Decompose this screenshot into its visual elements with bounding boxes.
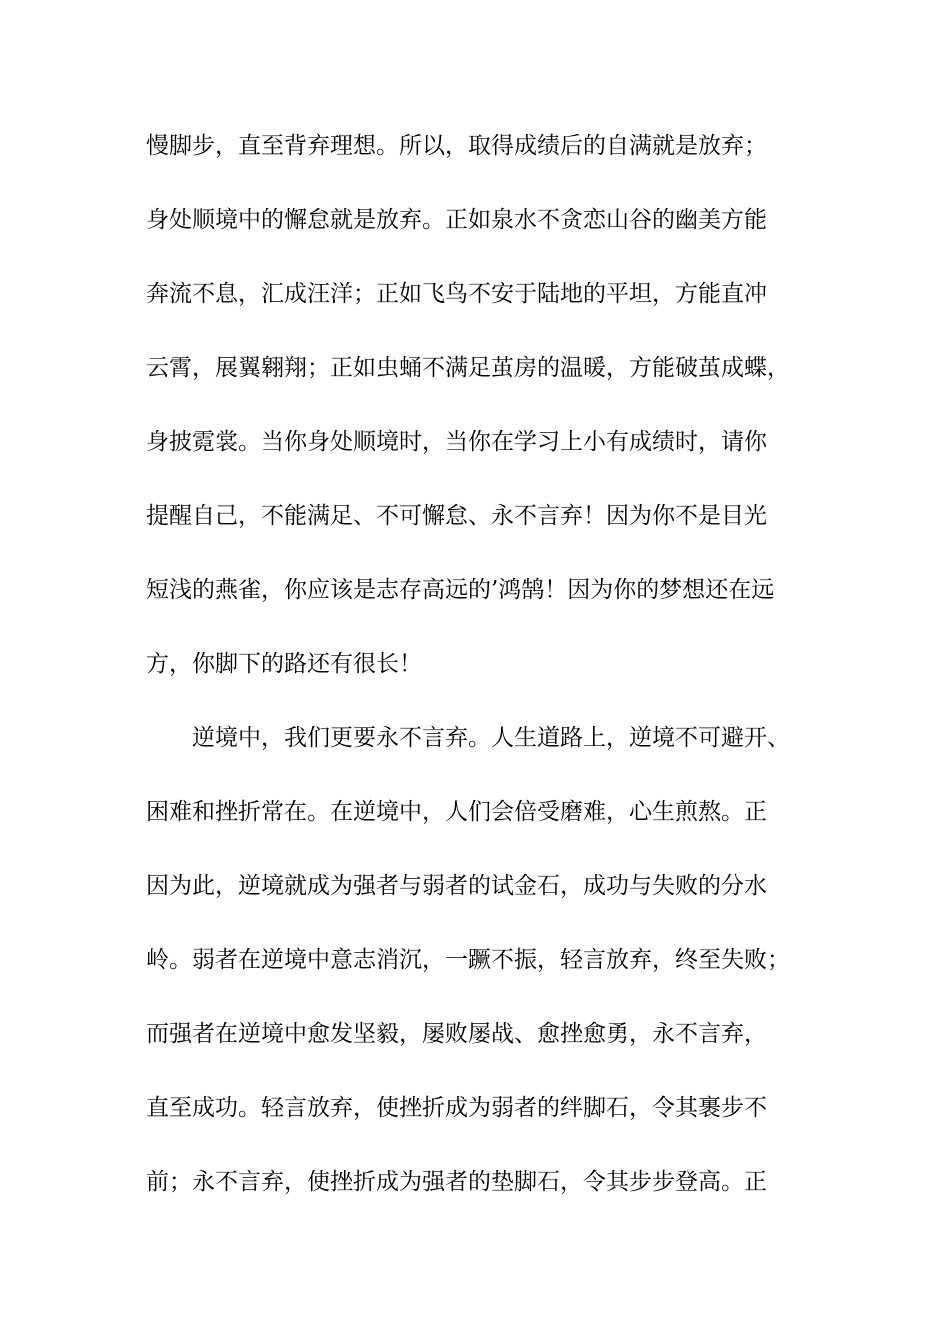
text-line: 身处顺境中的懈怠就是放弃。正如泉水不贪恋山谷的幽美方能 xyxy=(146,207,767,233)
text-line: 岭。弱者在逆境中意志消沉，一蹶不振，轻言放弃，终至失败； xyxy=(146,947,790,973)
paragraph-first-line: 逆境中，我们更要永不言弃。人生道路上，逆境不可避开、 xyxy=(192,725,790,751)
text-line: 方，你脚下的路还有很长！ xyxy=(146,651,422,677)
text-line: 而强者在逆境中愈发坚毅，屡败屡战、愈挫愈勇，永不言弃， xyxy=(146,1021,767,1047)
text-line: 身披霓裳。当你身处顺境时，当你在学习上小有成绩时，请你 xyxy=(146,429,767,455)
document-body xyxy=(146,133,826,1246)
text-line: 直至成功。轻言放弃，使挫折成为弱者的绊脚石，令其裹步不 xyxy=(146,1095,767,1121)
text-line: 提醒自己，不能满足、不可懈怠、永不言弃！因为你不是目光 xyxy=(146,503,767,529)
text-line: 奔流不息，汇成汪洋；正如飞鸟不安于陆地的平坦，方能直冲 xyxy=(146,281,767,307)
text-line: 慢脚步，直至背弃理想。所以，取得成绩后的自满就是放弃； xyxy=(146,133,767,159)
text-line: 短浅的燕雀，你应该是志存高远的’鸿鹄！因为你的梦想还在远 xyxy=(146,577,775,603)
text-line: 困难和挫折常在。在逆境中，人们会倍受磨难，心生煎熬。正 xyxy=(146,799,767,825)
text-line: 前；永不言弃，使挫折成为强者的垫脚石，令其步步登高。正 xyxy=(146,1169,767,1195)
text-line: 因为此，逆境就成为强者与弱者的试金石，成功与失败的分水 xyxy=(146,873,767,899)
text-line: 云霄，展翼翱翔；正如虫蛹不满足茧房的温暖，方能破茧成蝶， xyxy=(146,355,790,381)
